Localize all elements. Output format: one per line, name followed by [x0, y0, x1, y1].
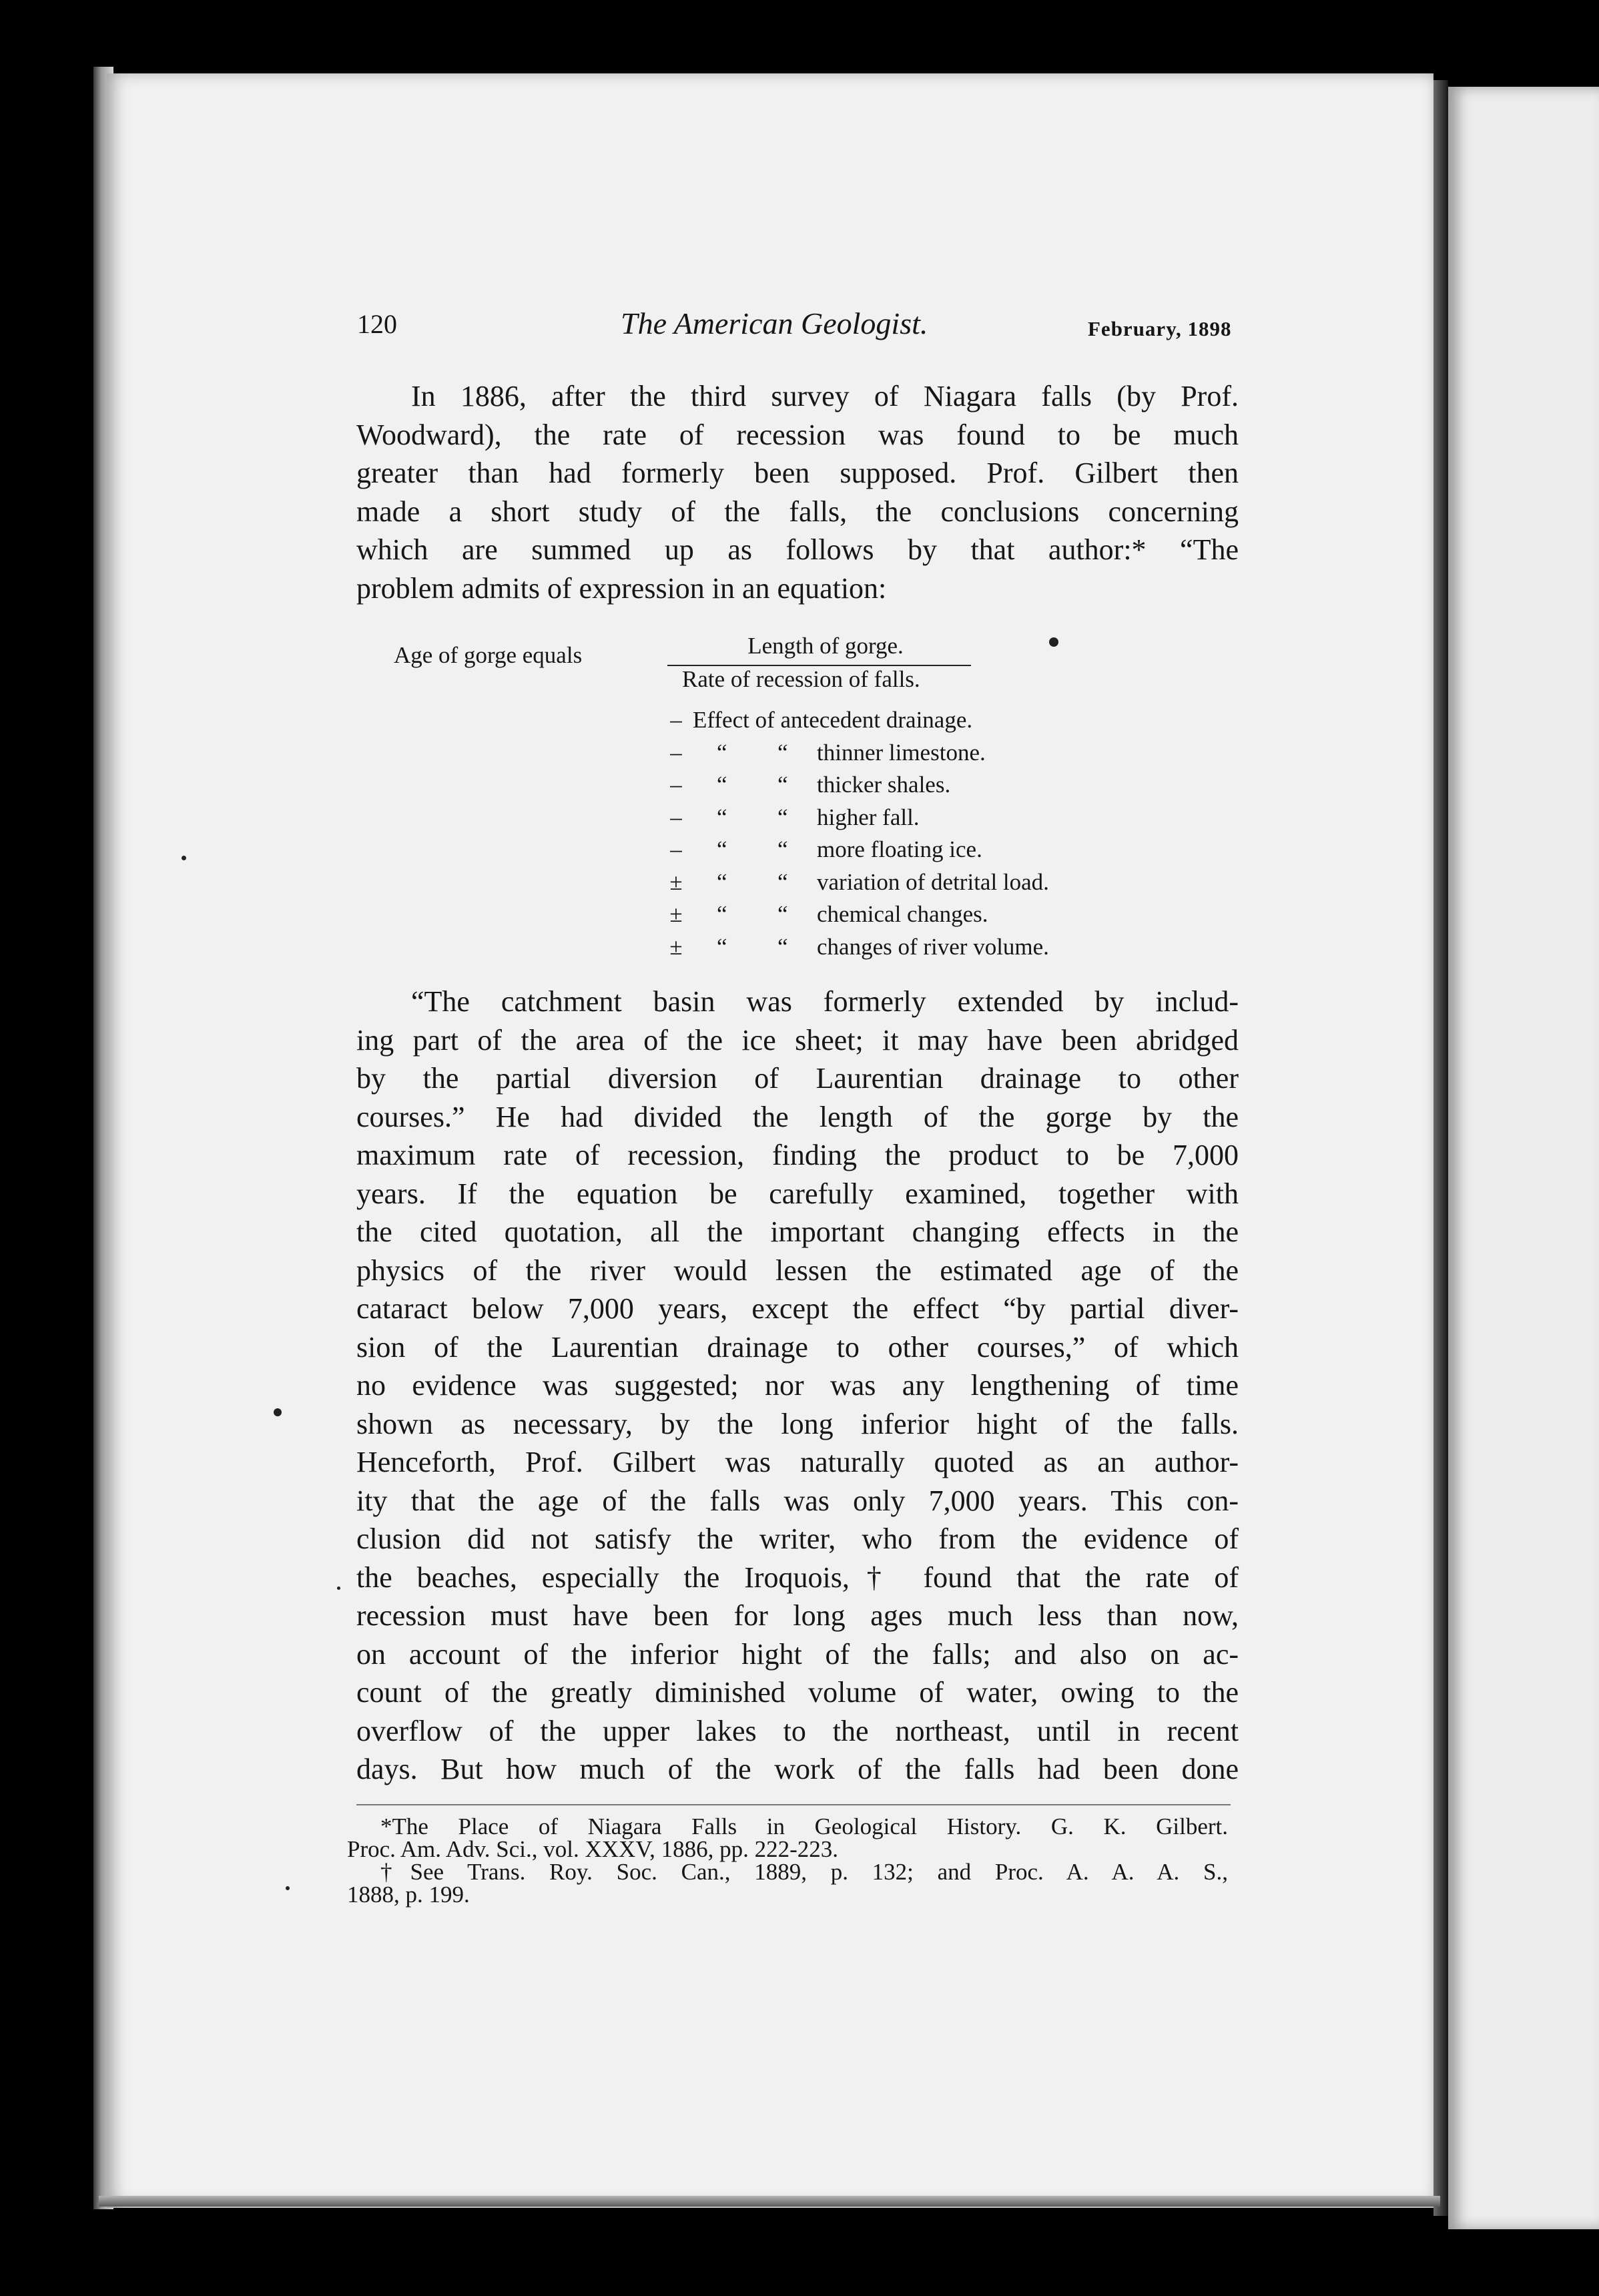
ditto-mark: “: [777, 772, 788, 798]
text-line: Henceforth, Prof. Gilbert was naturally quoted as an author-: [356, 1446, 1239, 1478]
term-sign: –: [670, 772, 682, 798]
page-bottom-edge: [99, 2196, 1440, 2207]
text-line: recession must have been for long ages much less than now,: [356, 1599, 1239, 1632]
term-sign: –: [670, 739, 682, 766]
text-line: overflow of the upper lakes to the northeast, until in recent: [356, 1714, 1239, 1747]
text-line: ity that the age of the falls was only 7,000 years. This con-: [356, 1484, 1239, 1517]
term-text: thinner limestone.: [817, 739, 986, 766]
ditto-mark: “: [717, 739, 727, 766]
ditto-mark: “: [777, 739, 788, 766]
term-sign: –: [670, 804, 682, 830]
text-line: ing part of the area of the ice sheet; it may have been abridged: [356, 1023, 1239, 1057]
paragraph-intro: [356, 377, 1239, 607]
text-line: days. But how much of the work of the falls had been done: [356, 1753, 1239, 1785]
term-text: higher fall.: [817, 804, 920, 830]
text-line: courses.” He had divided the length of the gorge by the: [356, 1100, 1239, 1133]
running-title: The American Geologist.: [621, 306, 928, 340]
issue-date: February, 1898: [1088, 317, 1232, 340]
term-sign: –: [670, 707, 682, 733]
term-sign: –: [670, 836, 682, 862]
text-line: problem admits of expression in an equation:: [356, 571, 887, 605]
term-text: chemical changes.: [817, 901, 988, 927]
ditto-mark: “: [717, 836, 727, 862]
ditto-mark: “: [777, 901, 788, 927]
text-line: maximum rate of recession, finding the product to be 7,000: [356, 1139, 1239, 1171]
ditto-mark: “: [777, 836, 788, 862]
ditto-mark: “: [717, 933, 727, 960]
ditto-mark: “: [717, 868, 727, 895]
text-line: the cited quotation, all the important changing effects in the: [356, 1215, 1239, 1248]
term-sign: ±: [669, 901, 683, 927]
term-sign: ±: [669, 933, 683, 960]
scan-speck: [274, 1408, 282, 1416]
paragraph-discussion: [356, 982, 1239, 1789]
ditto-mark: “: [717, 901, 727, 927]
equation-numerator: Length of gorge.: [747, 633, 904, 659]
term-text: changes of river volume.: [817, 933, 1049, 960]
text-line: physics of the river would lessen the estimated age of the: [356, 1253, 1239, 1287]
ditto-mark: “: [777, 804, 788, 830]
text-line: shown as necessary, by the long inferior hight of the falls.: [356, 1407, 1239, 1440]
footnote-line: *The Place of Niagara Falls in Geological History. G. K. Gilbert.: [380, 1813, 1228, 1839]
footnotes: [347, 1815, 1228, 1906]
term-sign: ±: [669, 868, 683, 895]
text-line: In 1886, after the third survey of Niagara falls (by Prof.: [411, 380, 1239, 412]
scan-speck: [1049, 637, 1058, 647]
text-line: cataract below 7,000 years, except the effect “by partial diver-: [356, 1292, 1239, 1325]
equation-left-side: Age of gorge equals: [394, 642, 583, 668]
footnote-line: Proc. Am. Adv. Sci., vol. XXXV, 1886, pp. 222-223.: [347, 1836, 838, 1862]
text-line: which are summed up as follows by that author:* “The: [356, 533, 1239, 566]
term-text: thicker shales.: [817, 772, 951, 798]
term-text: Effect of antecedent drainage.: [693, 707, 973, 733]
text-line: made a short study of the falls, the conclusions concerning: [356, 495, 1239, 528]
ditto-mark: “: [717, 772, 727, 798]
scan-speck: [337, 1587, 340, 1590]
text-line: Woodward), the rate of recession was found to be much: [356, 418, 1239, 451]
scan-speck: [286, 1886, 290, 1890]
facing-page-edge: [1448, 87, 1599, 2229]
term-text: variation of detrital load.: [817, 868, 1049, 895]
ditto-mark: “: [777, 868, 788, 895]
scan-speck: [182, 856, 186, 860]
footnote-line: †See Trans. Roy. Soc. Can., 1889, p. 132; and Proc. A. A. A. S.,: [380, 1859, 1228, 1885]
footnote-line: 1888, p. 199.: [347, 1882, 470, 1908]
text-line: years. If the equation be carefully examined, together with: [356, 1177, 1239, 1210]
text-line: greater than had formerly been supposed. Prof. Gilbert then: [356, 457, 1239, 489]
text-line: by the partial diversion of Laurentian drainage to other: [356, 1062, 1239, 1095]
text-line: the beaches, especially the Iroquois,† found that the rate of: [356, 1560, 1239, 1594]
footnote-rule: [356, 1804, 1231, 1805]
book-gutter: [1433, 80, 1448, 2216]
text-line: clusion did not satisfy the writer, who from the evidence of: [356, 1522, 1239, 1555]
text-line: count of the greatly diminished volume of water, owing to the: [356, 1676, 1239, 1709]
text-line: on account of the inferior hight of the falls; and also on ac-: [356, 1637, 1239, 1671]
text-line: no evidence was suggested; nor was any lengthening of time: [356, 1369, 1239, 1402]
page-number: 120: [357, 309, 397, 339]
ditto-mark: “: [717, 804, 727, 830]
text-line: “The catchment basin was formerly extended by includ-: [411, 985, 1239, 1018]
ditto-mark: “: [777, 933, 788, 960]
text-line: sion of the Laurentian drainage to other courses,” of which: [356, 1330, 1239, 1364]
equation-denominator: Rate of recession of falls.: [682, 666, 920, 692]
term-text: more floating ice.: [817, 836, 982, 862]
